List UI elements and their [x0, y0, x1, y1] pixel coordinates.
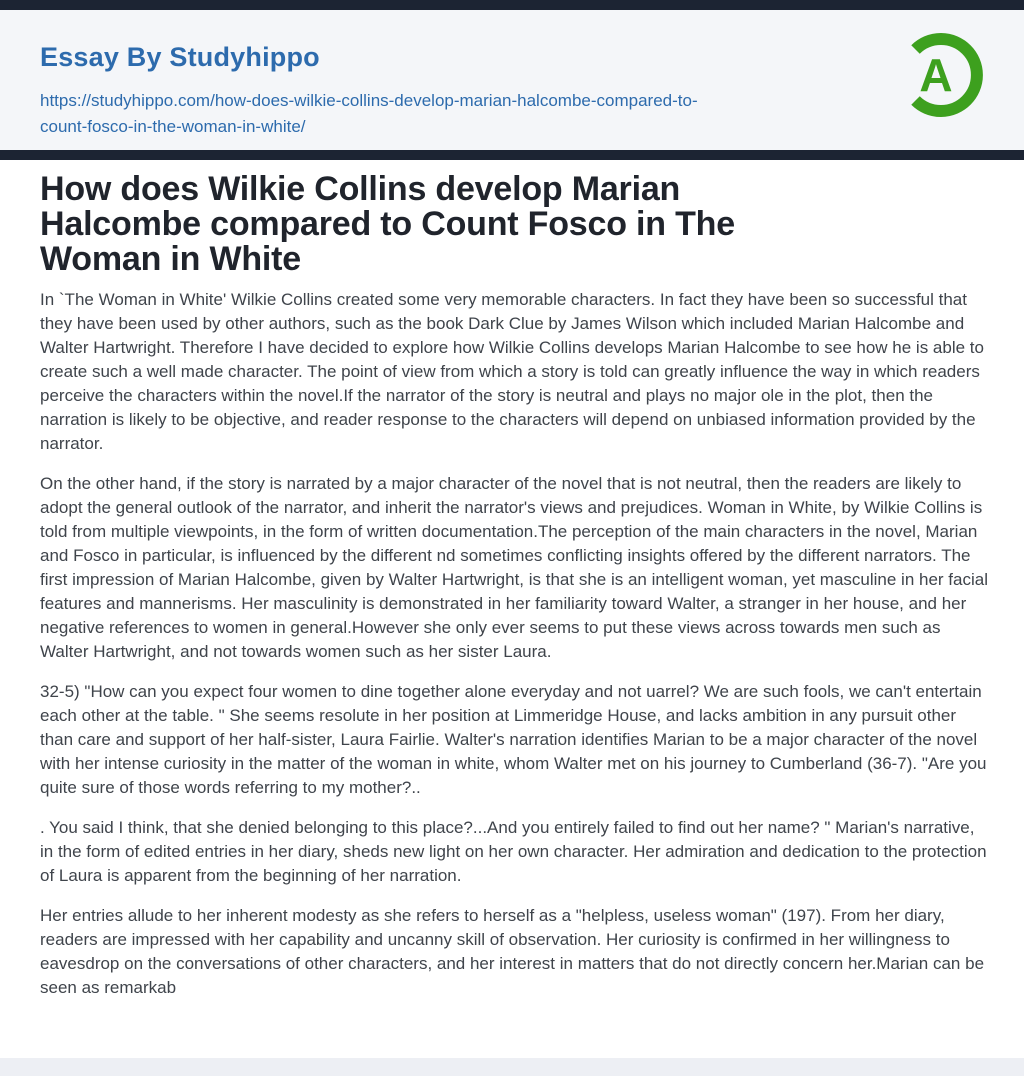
article-title-line: Halcombe compared to Count Fosco in The	[40, 205, 735, 243]
site-title: Essay By Studyhippo	[40, 42, 320, 72]
header-separator-bar	[0, 150, 1024, 160]
top-accent-bar	[0, 0, 1024, 10]
essay-paragraph: Her entries allude to her inherent modesty as she refers to herself as a "helpless, useless woman" (197). From her diary, readers are impressed with her capability and uncanny skill of observation. Her curiosity is confirmed in her willingness to eavesdrop on the conversations of other characters, and her interest in matters that do not directly concern her.Marian can be seen as remarkab	[40, 906, 985, 997]
bottom-strip	[0, 1058, 1024, 1076]
essay-paragraph: 32-5) "How can you expect four women to dine together alone everyday and not uarrel? We are such fools, we can't entertain each other at the table. " She seems resolute in her position at Limmeridge House, and lacks ambition in any pursuit other than care and support of her half-sister, Laura Fairlie. Walter's narration identifies Marian to be a major character of the novel with her intense curiosity in the matter of the woman in white, whom Walter met on his journey to Cumberland (36-7). "Are you quite sure of those words referring to my mother?..	[40, 682, 987, 797]
studyhippo-logo-icon	[896, 30, 986, 120]
article-url-link[interactable]	[40, 88, 698, 140]
article-url-line: count-fosco-in-the-woman-in-white/	[40, 117, 306, 136]
essay-paragraph: On the other hand, if the story is narrated by a major character of the novel that is not neutral, then the readers are likely to adopt the general outlook of the narrator, and inherit the narrator's views and prejudices. Woman in White, by Wilkie Collins is told from multiple viewpoints, in the form of written documentation.The perception of the main characters in the novel, Marian and Fosco in particular, is influenced by the different nd sometimes conflicting insights offered by the different narrators. The first impression of Marian Halcombe, given by Walter Hartwright, is that she is an intelligent woman, yet masculine in her facial features and mannerisms. Her masculinity is demonstrated in her familiarity toward Walter, a stranger in her house, and her negative references to women in general.However she only ever seems to put these views across towards men such as Walter Hartwright, and not towards women such as her sister Laura.	[40, 474, 988, 661]
essay-body	[40, 288, 988, 1000]
article-title-line: Woman in White	[40, 240, 301, 278]
article-url-line: https://studyhippo.com/how-does-wilkie-collins-develop-marian-halcombe-compared-to-	[40, 91, 698, 110]
article-title-line: How does Wilkie Collins develop Marian	[40, 170, 681, 208]
article-title	[40, 172, 988, 277]
essay-paragraph: In `The Woman in White' Wilkie Collins created some very memorable characters. In fact they have been so successful that they have been used by other authors, such as the book Dark Clue by James Wilson which included Marian Halcombe and Walter Hartwright. Therefore I have decided to explore how Wilkie Collins develops Marian Halcombe to see how he is able to create such a well made character. The point of view from which a story is told can greatly influence the way in which readers perceive the characters within the novel.If the narrator of the story is neutral and plays no major ole in the plot, then the narration is likely to be objective, and reader response to the characters will depend on unbiased information provided by the narrator.	[40, 290, 984, 453]
logo-letter: A	[919, 49, 953, 101]
page-header	[0, 10, 1024, 150]
article-content	[0, 160, 1024, 1000]
essay-paragraph: . You said I think, that she denied belonging to this place?...And you entirely failed to find out her name? " Marian's narrative, in the form of edited entries in her diary, sheds new light on her own character. Her admiration and dedication to the protection of Laura is apparent from the beginning of her narration.	[40, 818, 987, 885]
